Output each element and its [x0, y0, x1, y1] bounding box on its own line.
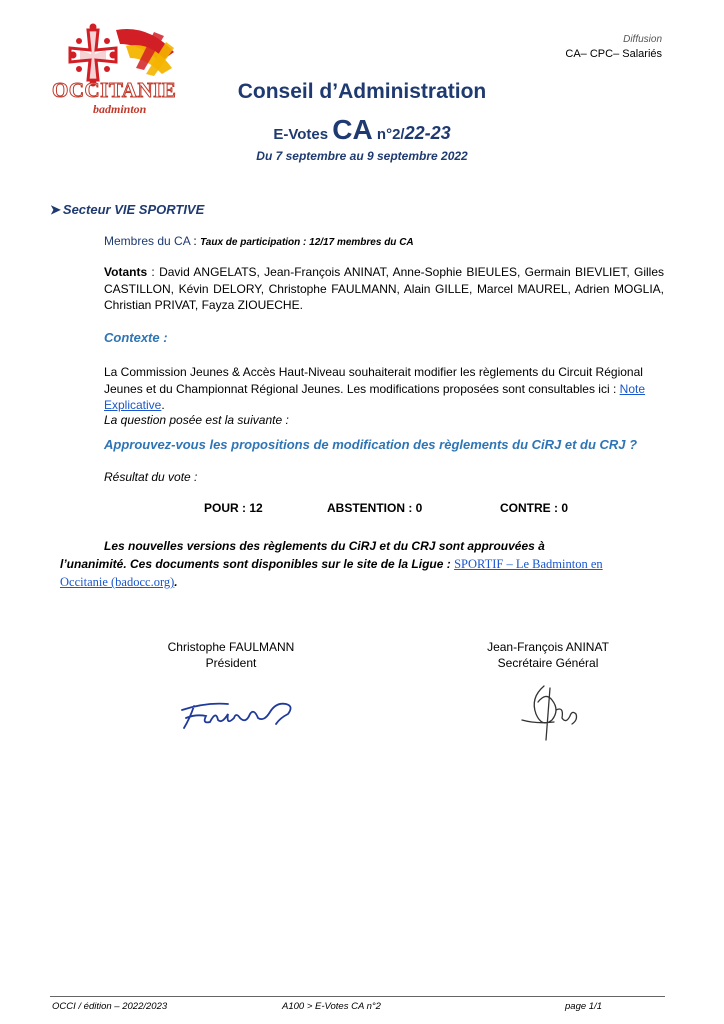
diffusion-recipients: CA– CPC– Salariés — [565, 48, 662, 60]
result-label: Résultat du vote : — [104, 470, 198, 484]
context-paragraph — [104, 364, 664, 414]
vote-dates: Du 7 septembre au 9 septembre 2022 — [256, 149, 468, 163]
logo-name: OCCITANIE — [52, 78, 177, 102]
shuttlecock-feathers — [116, 29, 174, 76]
diffusion-label: Diffusion — [623, 34, 662, 45]
evotes-heading — [0, 114, 724, 146]
members-label: Membres du CA — [104, 234, 191, 248]
arrow-bullet-icon: ➤ — [50, 202, 61, 217]
sector-label: Secteur VIE SPORTIVE — [62, 202, 205, 217]
tally-abstention: ABSTENTION : 0 — [327, 501, 423, 515]
vote-question: Approuvez-vous les propositions de modification des règlements du CiRJ et du CRJ ? — [104, 437, 638, 452]
evotes-number: n°2/ — [372, 126, 405, 143]
footer-divider — [50, 996, 665, 997]
sector-heading — [50, 202, 204, 218]
evotes-season: 22-23 — [404, 123, 451, 143]
context-text: La Commission Jeunes & Accès Haut-Niveau souhaiterait modifier les règlements du Circuit Régional Jeunes et du Championnat Régional Jeunes. Les modifications proposées sont consultables ici : — [104, 365, 643, 396]
sportif-link[interactable]: SPORTIF – Le Badminton en Occitanie (badocc.org) — [60, 557, 603, 589]
context-end: . — [161, 398, 165, 412]
voters-label: Votants — [104, 265, 148, 279]
voters-paragraph — [104, 264, 664, 314]
signatory-left-role: Président — [205, 656, 257, 670]
context-heading: Contexte : — [104, 330, 168, 345]
conclusion-text: Les nouvelles versions des règlements du CiRJ et du CRJ sont approuvées à l’unanimité. Ces documents sont disponibles sur le site de la Ligue : — [60, 539, 545, 571]
voters-names: : David ANGELATS, Jean-François ANINAT, Anne-Sophie BIEULES, Germain BIEVLIET, Gilles CASTILLON, Kévin DELORY, Christophe FAULMANN, Alain GILLE, Marcel MAUREL, Adrien MOGLIA, Christian PRIVAT, Fayza ZIOUECHE. — [104, 265, 664, 312]
logo-subtitle: badminton — [93, 102, 147, 116]
footer-page-number: page 1/1 — [565, 1001, 602, 1012]
conclusion-paragraph — [60, 537, 610, 591]
page-title: Conseil d’Administration — [237, 80, 487, 103]
footer-edition: OCCI / édition – 2022/2023 — [52, 1001, 168, 1012]
note-explicative-link[interactable]: Note Explicative — [104, 381, 646, 412]
question-intro: La question posée est la suivante : — [104, 413, 289, 427]
tally-pour: POUR : 12 — [204, 501, 263, 515]
members-line — [104, 234, 414, 248]
secretary-signature — [516, 680, 588, 748]
president-signature — [176, 688, 306, 736]
conclusion-end: . — [174, 575, 178, 589]
tally-contre: CONTRE : 0 — [500, 501, 569, 515]
evotes-ca: CA — [332, 114, 373, 145]
members-separator: : — [190, 234, 201, 248]
signatory-left-name: Christophe FAULMANN — [167, 640, 295, 654]
evotes-prefix: E-Votes — [273, 126, 333, 143]
footer-reference: A100 > E-Votes CA n°2 — [282, 1001, 381, 1012]
signatory-right-name: Jean-François ANINAT — [487, 640, 609, 654]
signatory-right-role: Secrétaire Général — [497, 656, 599, 670]
participation-rate: Taux de participation : 12/17 membres du CA — [200, 237, 414, 248]
